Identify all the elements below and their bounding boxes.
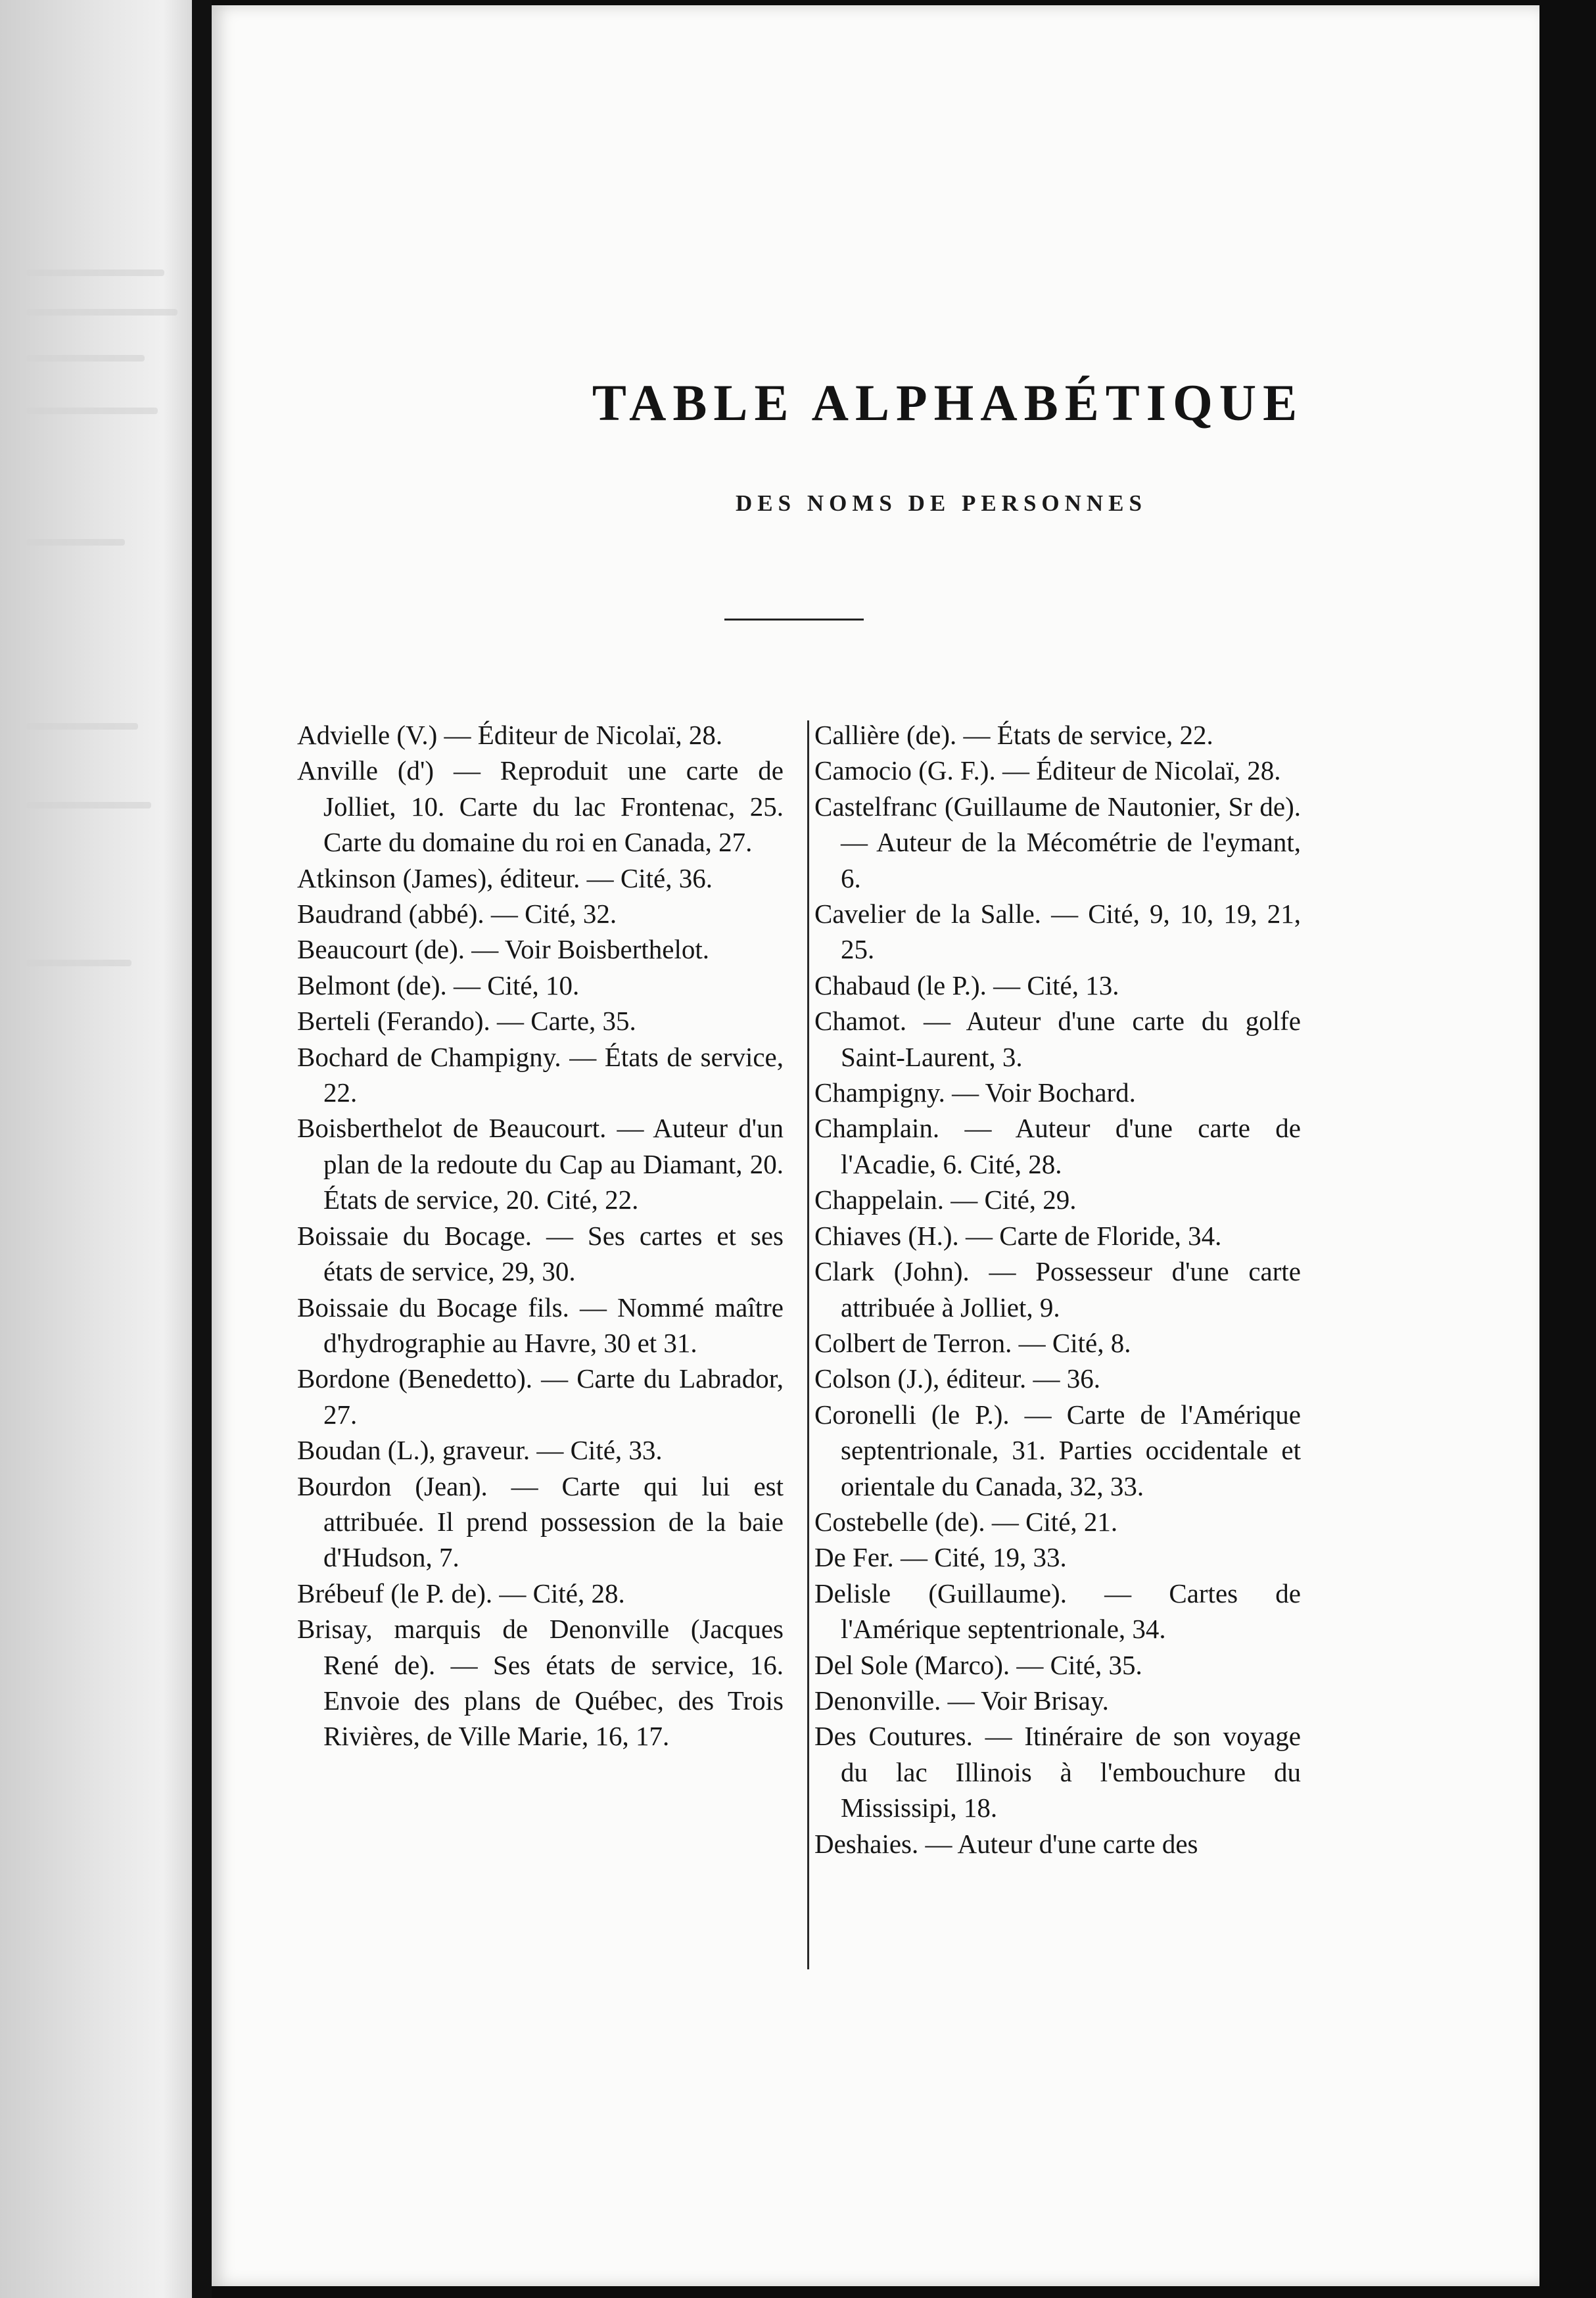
index-entry: Callière (de). — États de service, 22. [814, 720, 1213, 750]
index-entry: Colson (J.), éditeur. — 36. [814, 1363, 1101, 1394]
index-entry: Advielle (V.) — Éditeur de Nicolaï, 28. [297, 720, 723, 750]
index-entry: Coronelli (le P.). — Carte de l'Amérique septentrionale, 31. Parties occidentale et orientale du Canada, 32, 33. [814, 1399, 1301, 1501]
index-entry: Anville (d') — Reproduit une carte de Jolliet, 10. Carte du lac Frontenac, 25. Carte du domaine du roi en Canada, 27. [297, 755, 784, 858]
index-page [212, 5, 1539, 2286]
bleed-through-line [26, 355, 145, 362]
index-entry: Castelfranc (Guillaume de Nautonier, Sr de). — Auteur de la Mécométrie de l'eymant, 6. [814, 791, 1301, 893]
index-entry: Chabaud (le P.). — Cité, 13. [814, 970, 1119, 1000]
index-entry: Del Sole (Marco). — Cité, 35. [814, 1649, 1142, 1680]
index-entry: Bordone (Benedetto). — Carte du Labrador, 27. [297, 1363, 784, 1430]
index-column-right [814, 717, 1301, 1862]
index-entry: Colbert de Terron. — Cité, 8. [814, 1327, 1131, 1358]
index-entry: Chappelain. — Cité, 29. [814, 1184, 1077, 1215]
index-entry: Belmont (de). — Cité, 10. [297, 970, 580, 1000]
index-entry: Deshaies. — Auteur d'une carte des [814, 1828, 1198, 1859]
page-title: TABLE ALPHABÉTIQUE [592, 374, 1304, 431]
index-entry: Denonville. — Voir Brisay. [814, 1685, 1109, 1716]
index-entry: Des Coutures. — Itinéraire de son voyage du lac Illinois à l'embouchure du Mississipi, 18. [814, 1721, 1301, 1823]
index-entry: Champigny. — Voir Bochard. [814, 1077, 1136, 1108]
index-entry: Baudrand (abbé). — Cité, 32. [297, 899, 617, 929]
index-entry: Boissaie du Bocage fils. — Nommé maître d'hydrographie au Havre, 30 et 31. [297, 1292, 784, 1358]
index-entry: Bochard de Champigny. — États de service, 22. [297, 1041, 784, 1108]
index-entry: Boudan (L.), graveur. — Cité, 33. [297, 1435, 663, 1466]
book-gutter [192, 0, 212, 2298]
bleed-through-line [26, 408, 158, 414]
bleed-through-line [26, 960, 131, 966]
title-rule [724, 619, 864, 621]
index-entry: Brisay, marquis de Denonville (Jacques René de). — Ses états de service, 16. Envoie des plans de Québec, des Trois Rivières, de Ville Marie, 16, 17. [297, 1614, 784, 1752]
index-entry: Cavelier de la Salle. — Cité, 9, 10, 19, 21, 25. [814, 899, 1301, 965]
index-entry: Boissaie du Bocage. — Ses cartes et ses états de service, 29, 30. [297, 1220, 784, 1287]
bleed-through-line [26, 270, 164, 276]
index-entry: Boisberthelot de Beaucourt. — Auteur d'un plan de la redoute du Cap au Diamant, 20. États de service, 20. Cité, 22. [297, 1113, 784, 1215]
page-subtitle: DES NOMS DE PERSONNES [735, 490, 1147, 516]
index-entry: Bourdon (Jean). — Carte qui lui est attribuée. Il prend possession de la baie d'Hudson, 7. [297, 1470, 784, 1573]
index-entry: Beaucourt (de). — Voir Boisberthelot. [297, 934, 710, 965]
index-entry: Atkinson (James), éditeur. — Cité, 36. [297, 862, 713, 893]
index-entry: Chamot. — Auteur d'une carte du golfe Saint-Laurent, 3. [814, 1006, 1301, 1072]
index-entry: Chiaves (H.). — Carte de Floride, 34. [814, 1220, 1222, 1251]
bleed-through-line [26, 539, 125, 546]
index-entry: Delisle (Guillaume). — Cartes de l'Amérique septentrionale, 34. [814, 1578, 1301, 1645]
index-entry: Camocio (G. F.). — Éditeur de Nicolaï, 28. [814, 755, 1281, 786]
index-entry: Clark (John). — Possesseur d'une carte attribuée à Jolliet, 9. [814, 1256, 1301, 1323]
index-column-left [297, 717, 784, 1754]
bleed-through-line [26, 309, 177, 316]
index-entry: Champlain. — Auteur d'une carte de l'Acadie, 6. Cité, 28. [814, 1113, 1301, 1179]
bleed-through-line [26, 723, 138, 730]
index-entry: Costebelle (de). — Cité, 21. [814, 1506, 1118, 1537]
index-entry: Berteli (Ferando). — Carte, 35. [297, 1006, 636, 1037]
facing-page-edge [0, 0, 192, 2298]
index-entry: De Fer. — Cité, 19, 33. [814, 1542, 1067, 1573]
column-divider [807, 720, 809, 1969]
bleed-through-line [26, 802, 151, 809]
scan-border [1539, 0, 1596, 2298]
index-entry: Brébeuf (le P. de). — Cité, 28. [297, 1578, 625, 1608]
